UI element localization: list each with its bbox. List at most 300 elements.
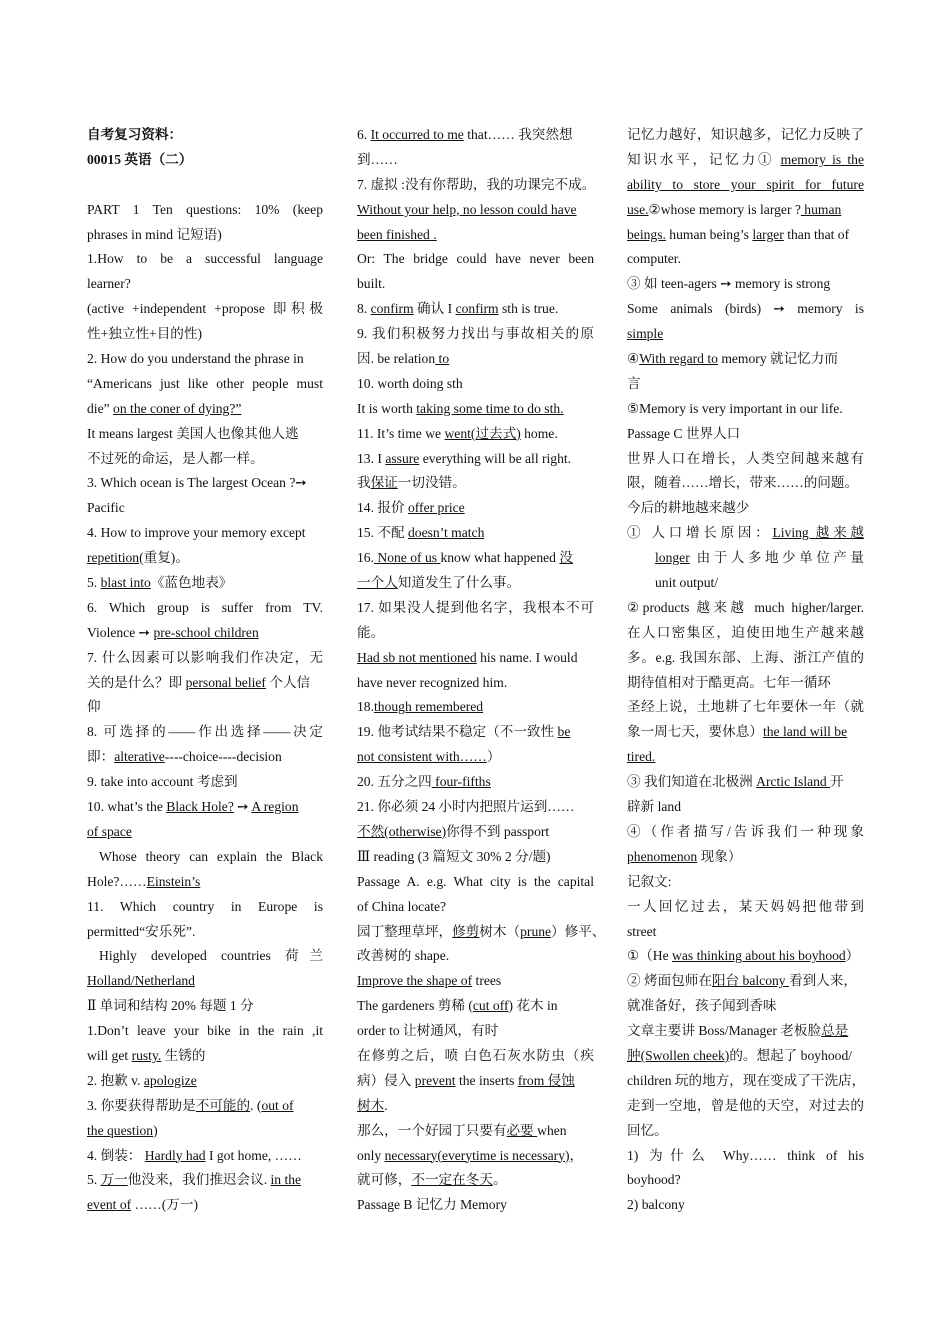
text-segment: ……(万一) bbox=[131, 1197, 198, 1213]
underlined-phrase: Hardly had bbox=[144, 1147, 206, 1163]
text-line bbox=[627, 1119, 864, 1144]
text-segment: ④（作者描写/告诉我们一种现象 bbox=[627, 823, 864, 839]
text-segment: 开 bbox=[830, 774, 844, 790]
text-segment: 园丁整理草坪， bbox=[357, 923, 453, 939]
text-line bbox=[357, 646, 594, 671]
text-line bbox=[627, 1094, 864, 1119]
text-line bbox=[87, 920, 323, 945]
text-line bbox=[357, 1193, 594, 1218]
underlined-phrase: longer bbox=[655, 550, 690, 566]
text-line bbox=[87, 272, 323, 297]
text-line bbox=[87, 596, 323, 621]
text-segment: 能。 bbox=[357, 624, 385, 640]
text-line bbox=[357, 272, 594, 297]
text-line bbox=[357, 422, 594, 447]
text-line bbox=[627, 944, 864, 969]
text-line bbox=[87, 1193, 323, 1218]
text-line bbox=[87, 1069, 323, 1094]
text-segment: everything will be all right. bbox=[419, 450, 572, 466]
text-segment: 文章主要讲 Boss/Manager 老板脸 bbox=[627, 1023, 822, 1039]
text-segment: 就可修， bbox=[357, 1172, 412, 1188]
text-segment: 仰 bbox=[87, 699, 101, 715]
text-line bbox=[357, 621, 594, 646]
text-line bbox=[87, 422, 323, 447]
text-segment: 到…… bbox=[357, 151, 398, 167]
text-segment: . bbox=[384, 1097, 388, 1113]
text-line bbox=[627, 920, 864, 945]
text-line bbox=[357, 920, 606, 945]
text-line bbox=[627, 322, 864, 347]
underlined-phrase: to bbox=[435, 351, 450, 367]
text-segment: ①（He bbox=[627, 948, 673, 964]
text-line bbox=[357, 447, 594, 472]
text-line bbox=[357, 471, 594, 496]
underlined-phrase: confirm bbox=[455, 301, 499, 317]
text-segment: 生锈的 bbox=[161, 1047, 206, 1063]
text-line bbox=[627, 895, 864, 920]
text-line bbox=[87, 372, 323, 397]
text-line bbox=[87, 845, 323, 870]
text-line bbox=[357, 1044, 594, 1069]
text-segment: ) bbox=[153, 1122, 158, 1138]
text-line bbox=[87, 297, 323, 322]
column-right bbox=[627, 123, 864, 1218]
text-segment: I got home, …… bbox=[205, 1147, 302, 1163]
underlined-phrase: None of us bbox=[374, 550, 441, 566]
text-line bbox=[627, 1144, 864, 1169]
text-line bbox=[627, 123, 864, 148]
text-line bbox=[627, 870, 864, 895]
text-segment: 因. be relation bbox=[357, 351, 436, 367]
text-segment: Some animals (birds) ➙ memory is bbox=[627, 301, 864, 317]
text-segment: 由于人多地少单位产量 bbox=[689, 550, 864, 566]
text-line bbox=[627, 571, 864, 596]
text-line bbox=[357, 671, 594, 696]
text-line bbox=[627, 546, 864, 571]
underlined-phrase: 万一 bbox=[100, 1172, 128, 1188]
text-segment: that…… 我突然想 bbox=[463, 127, 573, 142]
text-segment: 不过死的命运，是人都一样。 bbox=[87, 450, 264, 466]
text-line bbox=[627, 198, 864, 223]
text-line bbox=[87, 148, 323, 173]
text-segment: (active +independent +propose 即积极 bbox=[87, 301, 323, 317]
text-segment: his name. I would bbox=[476, 649, 578, 665]
text-line bbox=[87, 571, 323, 596]
text-segment: permitted“安乐死”. bbox=[87, 923, 196, 939]
underlined-phrase: went(过去式) bbox=[444, 425, 521, 441]
text-line bbox=[87, 770, 323, 795]
underlined-phrase: been finished . bbox=[357, 226, 437, 242]
text-line bbox=[87, 671, 323, 696]
text-segment: 2. How do you understand the phrase in bbox=[87, 351, 304, 367]
text-segment: 圣经上说，土地耕了七年要休一年（就 bbox=[627, 699, 864, 715]
text-line bbox=[357, 745, 594, 770]
text-line bbox=[357, 596, 594, 621]
text-line bbox=[87, 820, 323, 845]
text-line bbox=[357, 173, 594, 198]
text-line bbox=[87, 1119, 323, 1144]
text-line bbox=[87, 496, 323, 521]
text-segment: PART 1 Ten questions: 10% (keep bbox=[87, 201, 323, 217]
text-line bbox=[87, 1044, 323, 1069]
text-segment: only bbox=[357, 1147, 385, 1163]
underlined-phrase: With regard to bbox=[639, 351, 718, 367]
text-line bbox=[627, 795, 864, 820]
text-line bbox=[87, 695, 323, 720]
underlined-phrase: Living 越来越 bbox=[772, 525, 864, 541]
underlined-phrase: 肿(Swollen cheek) bbox=[627, 1047, 730, 1063]
text-segment: ， bbox=[569, 1147, 584, 1163]
text-segment: 20. 五分之四 bbox=[357, 774, 432, 790]
text-line bbox=[627, 695, 864, 720]
text-line bbox=[357, 969, 594, 994]
underlined-phrase: Had sb not mentioned bbox=[357, 649, 477, 665]
text-line bbox=[627, 471, 864, 496]
text-segment: ） bbox=[845, 948, 860, 964]
text-line bbox=[627, 621, 864, 646]
text-line bbox=[357, 198, 594, 223]
underlined-phrase: assure bbox=[385, 450, 420, 466]
underlined-phrase: memory is the bbox=[780, 151, 864, 167]
text-line bbox=[627, 521, 864, 546]
text-segment: trees bbox=[472, 973, 502, 989]
text-segment: 在修剪之后，喷 白色石灰水防虫（疾 bbox=[357, 1047, 594, 1063]
text-line bbox=[627, 745, 864, 770]
text-line bbox=[627, 496, 864, 521]
text-segment: built. bbox=[357, 276, 386, 292]
text-line bbox=[627, 646, 864, 671]
text-segment: 一切没错。 bbox=[397, 475, 466, 491]
text-segment: ⑤Memory is very important in our life. bbox=[627, 400, 843, 416]
underlined-phrase: blast into bbox=[100, 575, 151, 591]
underlined-phrase: phenomenon bbox=[627, 848, 698, 864]
text-segment: ----choice----decision bbox=[164, 749, 282, 765]
underlined-phrase: beings. bbox=[627, 226, 666, 242]
text-line bbox=[87, 397, 323, 422]
underlined-phrase: tired. bbox=[627, 749, 656, 765]
text-line bbox=[627, 297, 864, 322]
text-segment: learner? bbox=[87, 276, 131, 292]
text-segment: 14. 报价 bbox=[357, 500, 408, 516]
text-segment: boyhood? bbox=[627, 1172, 681, 1188]
text-segment: 世界人口在增长，人类空间越来越有 bbox=[627, 450, 864, 466]
underlined-phrase: repetition bbox=[87, 550, 140, 566]
text-line bbox=[357, 1069, 594, 1094]
text-line bbox=[627, 720, 864, 745]
underlined-phrase: apologize bbox=[143, 1072, 197, 1088]
text-line bbox=[357, 148, 594, 173]
text-segment: memory 就记忆力而 bbox=[717, 351, 838, 367]
text-segment: (重复)。 bbox=[139, 550, 189, 566]
underlined-phrase: Arctic Island bbox=[756, 774, 831, 790]
text-segment: It means largest 美国人也像其他人逃 bbox=[87, 425, 299, 441]
text-segment: 记叙文: bbox=[627, 873, 672, 889]
text-segment: 一人回忆过去，某天妈妈把他带到 bbox=[627, 898, 864, 914]
text-line bbox=[87, 646, 323, 671]
text-segment: . ( bbox=[250, 1097, 262, 1113]
text-segment: Hole?…… bbox=[87, 873, 147, 889]
text-segment: ②whose memory is larger ? bbox=[648, 201, 801, 217]
text-segment: will get bbox=[87, 1047, 132, 1063]
text-segment: 00015 英语（二） bbox=[87, 151, 193, 167]
text-segment: ） bbox=[486, 749, 501, 765]
text-segment: 17. 如果没人提到他名字，我根本不可 bbox=[357, 599, 594, 615]
underlined-phrase: necessary(everytime is necessary) bbox=[384, 1147, 570, 1163]
text-segment: 改善树的 shape. bbox=[357, 948, 450, 964]
text-segment: 1) 为什么 Why…… think of his bbox=[627, 1147, 864, 1163]
text-line bbox=[357, 297, 594, 322]
text-line bbox=[627, 148, 864, 173]
underlined-phrase: 不然(otherwise) bbox=[357, 823, 447, 839]
underlined-phrase: on the coner of dying?” bbox=[113, 400, 242, 416]
text-segment: 知道发生了什么事。 bbox=[397, 575, 521, 591]
text-segment: 18. bbox=[357, 699, 374, 715]
text-segment: 9. take into account 考虑到 bbox=[87, 774, 238, 790]
text-segment: 个人信 bbox=[265, 674, 311, 690]
text-segment: home. bbox=[520, 425, 558, 441]
text-line bbox=[357, 944, 594, 969]
underlined-phrase: offer price bbox=[407, 500, 465, 516]
text-segment: 关的是什么？即 bbox=[87, 674, 186, 690]
underlined-phrase: doesn’t match bbox=[407, 525, 485, 541]
text-line bbox=[627, 1069, 864, 1094]
text-segment: 限，随着……增长，带来……的问题。 bbox=[627, 475, 859, 491]
text-segment: 15. 不配 bbox=[357, 525, 408, 541]
text-segment: Whose theory can explain the Black bbox=[99, 848, 323, 864]
text-line bbox=[357, 1168, 594, 1193]
text-line bbox=[87, 994, 323, 1019]
text-line bbox=[627, 969, 864, 994]
underlined-phrase: confirm bbox=[370, 301, 414, 317]
underlined-phrase: ability to store your spirit for future bbox=[627, 176, 864, 192]
text-segment: Passage C 世界人口 bbox=[627, 425, 741, 441]
text-segment: 在人口密集区，迫使田地生产越来越 bbox=[627, 624, 864, 640]
text-line bbox=[357, 770, 594, 795]
underlined-phrase: A region bbox=[251, 799, 299, 815]
text-line bbox=[357, 521, 594, 546]
text-segment: The gardeners 剪稀 ( bbox=[357, 998, 473, 1014]
text-segment: 11. It’s time we bbox=[357, 425, 445, 441]
text-line bbox=[87, 895, 323, 920]
underlined-phrase: rusty. bbox=[131, 1047, 162, 1063]
text-segment: unit output/ bbox=[655, 575, 719, 591]
text-segment: 性+独立性+目的性) bbox=[87, 326, 203, 342]
text-line bbox=[87, 1168, 323, 1193]
text-segment: 他没来，我们推迟会议. bbox=[127, 1172, 271, 1188]
text-segment: of China locate? bbox=[357, 898, 447, 914]
text-line bbox=[627, 1168, 864, 1193]
text-segment: 3. Which ocean is The largest Ocean ?➙ bbox=[87, 475, 307, 491]
text-line bbox=[357, 223, 594, 248]
text-segment: ➙ bbox=[233, 799, 252, 815]
text-line bbox=[357, 1094, 594, 1119]
underlined-phrase: 总是 bbox=[821, 1023, 849, 1039]
underlined-phrase: in the bbox=[270, 1172, 302, 1188]
text-segment: 记忆力越好，知识越多，记忆力反映了 bbox=[627, 127, 864, 142]
underlined-phrase: 树木 bbox=[357, 1097, 385, 1113]
text-segment: Passage A. e.g. What city is the capital bbox=[357, 873, 594, 889]
text-segment: 确认 I bbox=[413, 301, 456, 317]
text-segment: Highly developed countries 荷兰 bbox=[99, 948, 323, 964]
underlined-phrase: not consistent with…… bbox=[357, 749, 487, 765]
text-segment: 5. bbox=[87, 1172, 101, 1188]
underlined-phrase: 不一定在冬天 bbox=[411, 1172, 493, 1188]
column-middle bbox=[357, 123, 606, 1218]
text-segment: when bbox=[537, 1122, 567, 1138]
text-segment: street bbox=[627, 923, 657, 939]
text-segment: Or: The bridge could have never been bbox=[357, 251, 594, 267]
text-segment: 2) balcony bbox=[627, 1197, 685, 1213]
text-line bbox=[627, 1193, 864, 1218]
text-segment: Passage B 记忆力 Memory bbox=[357, 1197, 507, 1213]
text-line bbox=[87, 870, 323, 895]
text-segment: 就准备好，孩子闻到香味 bbox=[627, 998, 777, 1014]
text-line bbox=[627, 671, 864, 696]
underlined-phrase: Einstein’s bbox=[146, 873, 201, 889]
text-segment: 今后的耕地越来越少 bbox=[627, 500, 750, 516]
text-line bbox=[357, 247, 594, 272]
text-segment: 7. 虚拟 :没有你帮助，我的功课完不成。 bbox=[357, 176, 596, 192]
text-segment: order to 让树通风，有时 bbox=[357, 1023, 499, 1039]
text-segment: 那么，一个好园丁只要有 bbox=[357, 1122, 507, 1138]
text-line bbox=[87, 1019, 323, 1044]
text-segment: the inserts bbox=[455, 1072, 518, 1088]
underlined-phrase: from 侵蚀 bbox=[517, 1072, 575, 1088]
text-line bbox=[627, 272, 864, 297]
text-segment: Ⅲ reading (3 篇短文 30% 2 分/题) bbox=[357, 848, 551, 864]
text-line bbox=[627, 447, 864, 472]
text-segment: 知识水平，记忆力① bbox=[627, 151, 781, 167]
text-segment: phrases in mind 记短语) bbox=[87, 226, 222, 242]
text-line bbox=[627, 1019, 864, 1044]
text-segment: 期待值相对于酷更高。七年一循环 bbox=[627, 674, 831, 690]
text-line bbox=[357, 795, 594, 820]
text-line bbox=[357, 1144, 594, 1169]
text-segment: die” bbox=[87, 400, 114, 416]
text-segment: 《蓝色地表》 bbox=[150, 575, 233, 591]
underlined-phrase: taking some time to do sth. bbox=[416, 400, 564, 416]
underlined-phrase: 必要 bbox=[506, 1122, 538, 1138]
text-segment: 16. bbox=[357, 550, 374, 566]
text-segment: ② 烤面包师在 bbox=[627, 973, 712, 989]
text-line bbox=[627, 223, 864, 248]
text-segment: 8. bbox=[357, 301, 371, 317]
text-segment: 自考复习资料： bbox=[87, 127, 183, 142]
underlined-phrase: cut off bbox=[472, 998, 509, 1014]
text-line bbox=[87, 521, 323, 546]
text-line bbox=[357, 695, 594, 720]
text-segment: 10. worth doing sth bbox=[357, 375, 463, 391]
text-line bbox=[357, 994, 594, 1019]
text-line bbox=[357, 895, 594, 920]
text-segment: 走到一空地，曾是他的天空，对过去的 bbox=[627, 1097, 864, 1113]
underlined-phrase: out of bbox=[261, 1097, 294, 1113]
text-line bbox=[87, 173, 323, 198]
text-line bbox=[357, 1019, 594, 1044]
text-line bbox=[357, 372, 594, 397]
text-segment: have never recognized him. bbox=[357, 674, 508, 690]
underlined-phrase: simple bbox=[627, 326, 664, 342]
text-segment: 13. I bbox=[357, 450, 386, 466]
text-line bbox=[87, 223, 323, 248]
text-line bbox=[87, 322, 323, 347]
text-line bbox=[357, 820, 594, 845]
text-segment: sth is true. bbox=[498, 301, 559, 317]
underlined-phrase: prune bbox=[520, 923, 552, 939]
text-line bbox=[357, 123, 594, 148]
text-segment: 象一周七天，要休息） bbox=[627, 724, 763, 740]
text-segment: 。 bbox=[492, 1172, 507, 1188]
underlined-phrase: though remembered bbox=[374, 699, 484, 715]
text-segment: 3. 你要获得帮助是 bbox=[87, 1097, 196, 1113]
text-segment: Pacific bbox=[87, 500, 125, 516]
text-line bbox=[627, 820, 864, 845]
text-segment: know what happened bbox=[440, 550, 560, 566]
text-line bbox=[87, 944, 323, 969]
text-segment: 21. 你必须 24 小时内把照片运到…… bbox=[357, 799, 575, 815]
text-line bbox=[87, 1144, 323, 1169]
underlined-phrase: 阳台 balcony bbox=[711, 973, 789, 989]
underlined-phrase: use. bbox=[627, 201, 649, 217]
text-line bbox=[627, 347, 864, 372]
text-segment: 树木（ bbox=[479, 923, 521, 939]
text-segment: 现象） bbox=[697, 848, 742, 864]
text-segment: 我 bbox=[357, 475, 371, 491]
text-line bbox=[357, 322, 594, 347]
underlined-phrase: the question bbox=[87, 1122, 154, 1138]
text-segment: 4. 倒装： bbox=[87, 1147, 145, 1163]
text-segment: 1.Don’t leave your bike in the rain ,it bbox=[87, 1023, 323, 1039]
text-segment: 5. bbox=[87, 575, 101, 591]
underlined-phrase: be bbox=[557, 724, 571, 740]
text-line bbox=[87, 546, 323, 571]
underlined-phrase: 修剪 bbox=[452, 923, 480, 939]
text-segment: 1.How to be a successful language bbox=[87, 251, 323, 267]
text-line bbox=[627, 173, 864, 198]
text-line bbox=[627, 770, 864, 795]
text-segment: 回忆。 bbox=[627, 1122, 668, 1138]
text-line bbox=[87, 447, 323, 472]
underlined-phrase: pre-school children bbox=[153, 624, 259, 640]
text-segment: 即： bbox=[87, 749, 115, 765]
text-line bbox=[87, 720, 323, 745]
text-segment: human being’s bbox=[665, 226, 753, 242]
underlined-phrase: was thinking about his boyhood bbox=[672, 948, 846, 964]
text-segment: ②products 越来越 much higher/larger. bbox=[627, 599, 864, 615]
column-left bbox=[87, 123, 323, 1218]
text-segment: 2. 抱歉 v. bbox=[87, 1072, 144, 1088]
text-segment: ) 花木 in bbox=[508, 998, 558, 1014]
text-segment: children 玩的地方，现在变成了干洗店， bbox=[627, 1072, 866, 1088]
text-segment: Ⅱ 单词和结构 20% 每题 1 分 bbox=[87, 998, 254, 1014]
text-segment: 言 bbox=[627, 375, 641, 391]
text-segment: ③ 我们知道在北极洲 bbox=[627, 774, 757, 790]
text-segment: 11. Which country in Europe is bbox=[87, 898, 323, 914]
text-segment: 的。想起了 boyhood/ bbox=[729, 1047, 853, 1063]
text-line bbox=[357, 1119, 594, 1144]
underlined-phrase: Holland/Netherland bbox=[87, 973, 195, 989]
text-segment: 19. 他考试结果不稳定（不一致性 bbox=[357, 724, 558, 740]
text-segment: 多。e.g. 我国东部、上海、浙江产值的 bbox=[627, 649, 864, 665]
text-line bbox=[627, 994, 864, 1019]
underlined-phrase: alterative bbox=[114, 749, 165, 765]
text-segment: ③ 如 teen-agers ➙ memory is strong bbox=[627, 276, 831, 292]
text-segment: computer. bbox=[627, 251, 681, 267]
underlined-phrase: It occurred to me bbox=[370, 127, 464, 142]
underlined-phrase: Without your help, no lesson could have bbox=[357, 201, 577, 217]
text-line bbox=[627, 397, 864, 422]
text-line bbox=[87, 795, 323, 820]
